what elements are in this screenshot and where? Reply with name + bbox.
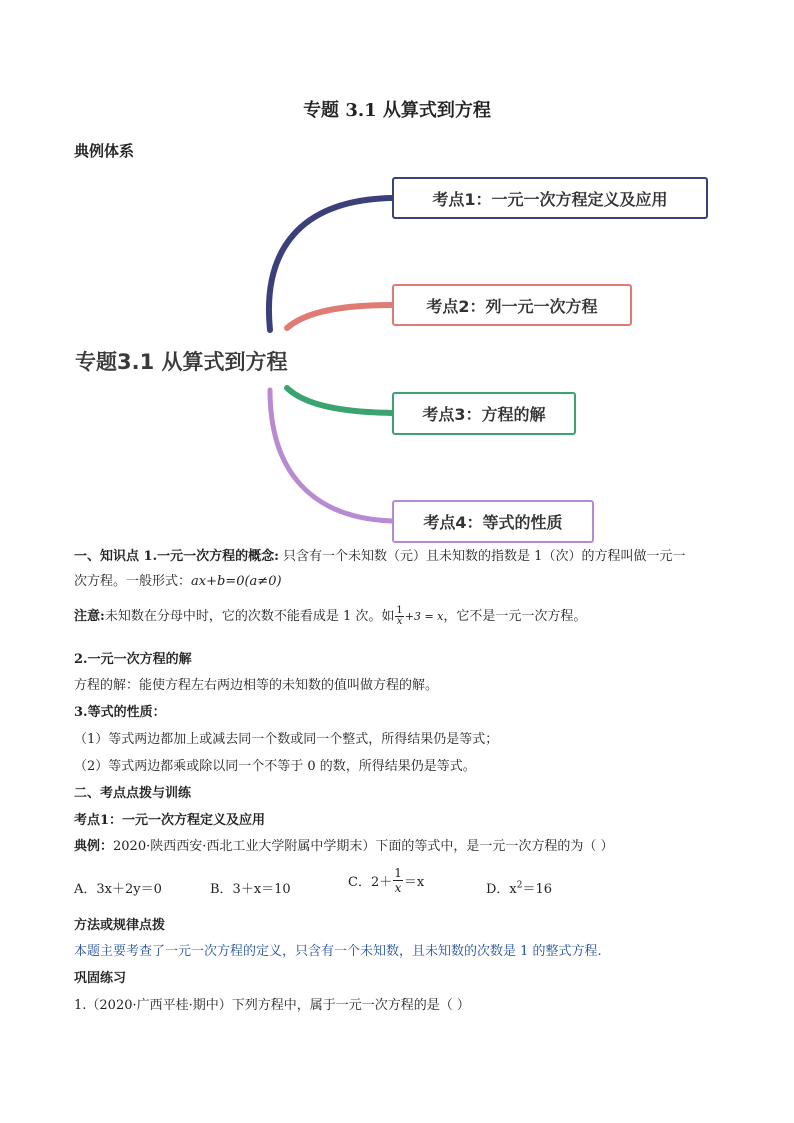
kp1-text2: 次方程。一般形式： — [74, 574, 192, 589]
option-b: B．3＋x＝10 — [210, 882, 291, 897]
kd1-heading: 考点1：一元一次方程定义及应用 — [74, 813, 266, 828]
option-c-prefix: C．2＋ — [348, 875, 393, 890]
method-heading: 方法或规律点拨 — [74, 918, 166, 933]
note-fraction — [395, 606, 403, 627]
option-c-suffix: ＝x — [403, 875, 425, 890]
kp3-item1: （1）等式两边都加上或减去同一个数或同一个整式，所得结果仍是等式； — [74, 732, 499, 747]
kp2-heading: 2.一元一次方程的解 — [74, 652, 192, 667]
kp1-text1: 只含有一个未知数（元）且未知数的指数是 1（次）的方程叫做一元一 — [278, 549, 686, 564]
practice-q1: 1.（2020·广西平桂·期中）下列方程中，属于一元一次方程的是（ ） — [74, 998, 470, 1013]
method-text: 本题主要考查了一元一次方程的定义，只含有一个未知数，且未知数的次数是 1 的整式方程. — [74, 944, 602, 959]
option-d-sup: 2 — [516, 880, 523, 891]
note-label: 注意: — [74, 608, 105, 624]
mind-map-node-2: 考点2：列一元一次方程 — [392, 284, 632, 326]
mind-map-root: 专题3.1 从算式到方程 — [75, 350, 288, 374]
example-text: 2020·陕西西安·西北工业大学附属中学期末）下面的等式中，是一元一次方程的为（ ） — [113, 839, 614, 854]
practice-heading: 巩固练习 — [74, 971, 127, 986]
kp3-item2: （2）等式两边都乘或除以同一个不等于 0 的数，所得结果仍是等式。 — [74, 759, 476, 774]
example-line — [74, 838, 614, 856]
note-frac-num: 1 — [396, 605, 403, 616]
note-frac-den: x — [396, 616, 403, 627]
kp1-line1 — [74, 548, 685, 566]
mind-map-node-3: 考点3：方程的解 — [392, 392, 576, 435]
part2-heading: 二、考点点拨与训练 — [74, 786, 192, 801]
note-text: 未知数在分母中时，它的次数不能看成是 1 次。如 — [104, 608, 395, 624]
branch-2 — [287, 305, 392, 328]
kp3-heading: 3.等式的性质： — [74, 705, 166, 720]
option-c-num: 1 — [394, 866, 402, 880]
note-tail: ，它不是一元一次方程。 — [443, 608, 587, 624]
option-a: A．3x＋2y＝0 — [74, 882, 162, 897]
option-c-den: x — [394, 881, 402, 895]
note-line — [74, 606, 586, 627]
example-label: 典例： — [74, 839, 114, 854]
section-label: 典例体系 — [74, 142, 135, 160]
option-d — [486, 878, 552, 897]
option-c — [348, 866, 424, 895]
option-d-suffix: ＝16 — [522, 882, 553, 897]
page-title: 专题 3.1 从算式到方程 — [303, 100, 491, 121]
kp2-text: 方程的解：能使方程左右两边相等的未知数的值叫做方程的解。 — [74, 678, 439, 693]
mind-map-node-4: 考点4：等式的性质 — [392, 500, 594, 543]
kp1-line2 — [74, 573, 282, 591]
mind-map-node-1: 考点1：一元一次方程定义及应用 — [392, 177, 708, 219]
kp1-heading: 一、知识点 1.一元一次方程的概念: — [74, 549, 279, 564]
branch-3 — [287, 388, 392, 413]
mind-map-branches — [0, 0, 794, 560]
kp1-formula: ax+b=0(a≠0) — [191, 574, 282, 589]
option-d-prefix: D．x — [486, 882, 517, 897]
note-formula: +3 = x — [404, 609, 444, 623]
option-c-fraction — [393, 866, 403, 895]
